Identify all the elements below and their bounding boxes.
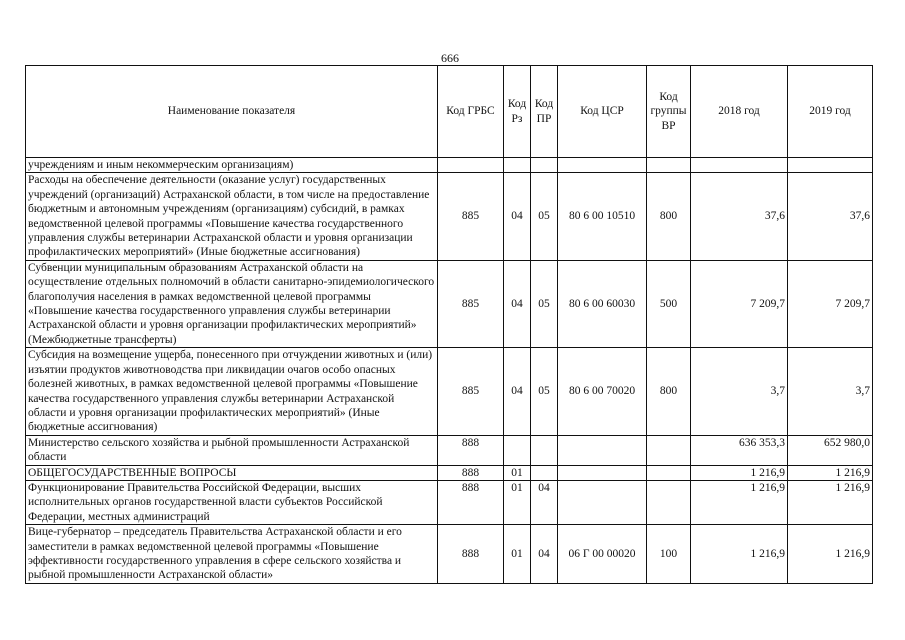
- row-2018: 636 353,3: [691, 435, 788, 465]
- row-grbs: [438, 158, 504, 173]
- table-row: [26, 525, 873, 584]
- row-2019: [788, 158, 873, 173]
- row-pr: [531, 465, 558, 480]
- table-row: [26, 480, 873, 524]
- table-row: [26, 348, 873, 435]
- row-csr: [558, 480, 647, 524]
- row-vr: 800: [647, 348, 691, 435]
- row-vr: 500: [647, 260, 691, 347]
- table-row: [26, 173, 873, 260]
- header-csr: Код ЦСР: [558, 66, 647, 158]
- row-rz: 04: [504, 348, 531, 435]
- table-row: [26, 435, 873, 465]
- row-rz: 04: [504, 260, 531, 347]
- row-grbs: 888: [438, 480, 504, 524]
- row-rz: 01: [504, 525, 531, 584]
- row-2018: 37,6: [691, 173, 788, 260]
- row-rz: [504, 158, 531, 173]
- row-rz: 01: [504, 480, 531, 524]
- row-grbs: 888: [438, 525, 504, 584]
- row-2019: 652 980,0: [788, 435, 873, 465]
- page-number: 666: [441, 51, 459, 65]
- table-row: [26, 158, 873, 173]
- row-pr: [531, 158, 558, 173]
- row-vr: [647, 480, 691, 524]
- row-rz: 04: [504, 173, 531, 260]
- row-grbs: 885: [438, 260, 504, 347]
- row-pr: 05: [531, 173, 558, 260]
- row-pr: 04: [531, 525, 558, 584]
- row-name: Функционирование Правительства Российской Федерации, высших исполнительных органов государственной власти субъектов Российской Федерации, местных администраций: [26, 480, 438, 524]
- row-2018: 1 216,9: [691, 525, 788, 584]
- header-name: Наименование показателя: [26, 66, 438, 158]
- row-csr: [558, 465, 647, 480]
- row-vr: 800: [647, 173, 691, 260]
- row-pr: [531, 435, 558, 465]
- row-2018: 1 216,9: [691, 465, 788, 480]
- row-pr: 05: [531, 260, 558, 347]
- row-2019: 37,6: [788, 173, 873, 260]
- row-name: Субсидия на возмещение ущерба, понесенного при отчуждении животных и (или) изъятии продуктов животноводства при ликвидации очагов особо опасных болезней животных, в рамках ведомственной целевой программы «Повышение качества государственного управления службы ветеринарии Астраханской области и уровня организации профилактических мероприятий» (Иные бюджетные ассигнования): [26, 348, 438, 435]
- header-grbs: Код ГРБС: [438, 66, 504, 158]
- row-2019: 3,7: [788, 348, 873, 435]
- row-csr: [558, 158, 647, 173]
- header-2018: 2018 год: [691, 66, 788, 158]
- row-csr: 80 6 00 10510: [558, 173, 647, 260]
- header-2019: 2019 год: [788, 66, 873, 158]
- row-2018: 3,7: [691, 348, 788, 435]
- row-name: учреждениям и иным некоммерческим организациям): [26, 158, 438, 173]
- row-vr: 100: [647, 525, 691, 584]
- row-2019: 1 216,9: [788, 465, 873, 480]
- row-rz: [504, 435, 531, 465]
- row-grbs: 888: [438, 465, 504, 480]
- header-vr: Код группы ВР: [647, 66, 691, 158]
- row-vr: [647, 435, 691, 465]
- row-csr: 06 Г 00 00020: [558, 525, 647, 584]
- row-2018: [691, 158, 788, 173]
- header-rz: Код Рз: [504, 66, 531, 158]
- header-row: [26, 66, 873, 158]
- row-grbs: 885: [438, 173, 504, 260]
- table-row: [26, 260, 873, 347]
- header-pr: Код ПР: [531, 66, 558, 158]
- row-csr: 80 6 00 70020: [558, 348, 647, 435]
- row-pr: 05: [531, 348, 558, 435]
- row-2019: 1 216,9: [788, 480, 873, 524]
- row-2019: 7 209,7: [788, 260, 873, 347]
- row-name: ОБЩЕГОСУДАРСТВЕННЫЕ ВОПРОСЫ: [26, 465, 438, 480]
- row-csr: [558, 435, 647, 465]
- row-name: Вице-губернатор – председатель Правительства Астраханской области и его заместители в рамках ведомственной целевой программы «Повышение эффективности государственного управления в сфере сельского хозяйства и рыбной промышленности Астраханской области»: [26, 525, 438, 584]
- row-name: Министерство сельского хозяйства и рыбной промышленности Астраханской области: [26, 435, 438, 465]
- row-rz: 01: [504, 465, 531, 480]
- row-vr: [647, 465, 691, 480]
- row-2018: 7 209,7: [691, 260, 788, 347]
- table-row: [26, 465, 873, 480]
- row-pr: 04: [531, 480, 558, 524]
- row-grbs: 888: [438, 435, 504, 465]
- row-csr: 80 6 00 60030: [558, 260, 647, 347]
- budget-table: [25, 65, 873, 584]
- row-vr: [647, 158, 691, 173]
- row-name: Субвенции муниципальным образованиям Астраханской области на осуществление отдельных полномочий в области санитарно-эпидемиологического благополучия населения в рамках ведомственной целевой программы «Повышение качества государственного управления службы ветеринарии Астраханской области и уровня организации профилактических мероприятий» (Межбюджетные трансферты): [26, 260, 438, 347]
- row-2019: 1 216,9: [788, 525, 873, 584]
- row-2018: 1 216,9: [691, 480, 788, 524]
- row-name: Расходы на обеспечение деятельности (оказание услуг) государственных учреждений (организаций) Астраханской области, в том числе на предоставление бюджетным и автономным учреждениям (организациям) субсидий, в рамках ведомственной целевой программы «Повышение качества государственного управления службы ветеринарии Астраханской области и уровня организации профилактических мероприятий» (Иные бюджетные ассигнования): [26, 173, 438, 260]
- row-grbs: 885: [438, 348, 504, 435]
